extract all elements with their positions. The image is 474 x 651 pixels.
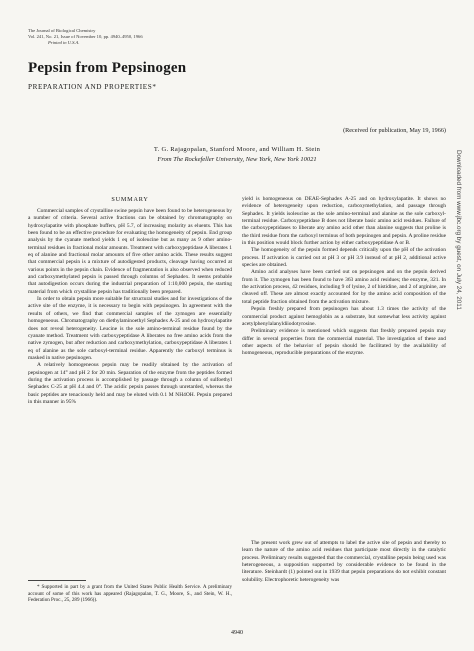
journal-header — [28, 28, 143, 46]
summary-paragraph: Commercial samples of crystalline swine pepsin have been found to be heterogeneous by a number of criteria. Several active fractions can be obtained by chromatography on hydroxylapatite with phosphate buffers, pH 5.7, of increasing molarity as eluents. This has been found to be an effective procedure for evaluating the homogeneity of pepsin. End group analysis by the cyanate method yields 1 eq of isoleucine but as many as 9 other amino-terminal residues in fractional molar amounts. Treatment with carboxypeptidase A liberates 1 eq of alanine and fractional molar amounts of five other amino acids. These results suggest that commercial pepsin is a mixture of autodigested products, cleavage having occurred at various points in the pepsin chain. Evidence of fragmentation is also observed when reduced and carboxymethylated pepsin is passed through columns of Sephadex. It seems probable that autodigestion occurs during the industrial preparation of 1:10,000 pepsin, the starting material from which crystalline pepsin has traditionally been prepared. — [28, 208, 232, 295]
footnote-text: * Supported in part by a grant from the United States Public Health Service. A preliminary account of some of this work has appeared (Rajagopalan, T. G., Moore, S., and Stein, W. H., Federation Proc., 25, 289 (1966)). — [28, 584, 232, 604]
article-title: Pepsin from Pepsinogen — [28, 60, 187, 76]
right-column — [242, 196, 446, 358]
summary-paragraph: Amino acid analyses have been carried out on pepsinogen and on the pepsin derived from it. The zymogen has been found to have 363 amino acid residues; the enzyme, 321. In the activation process, 42 residues, including 9 of lysine, 2 of histidine, and 2 of arginine, are cleaved off. These are almost exactly accounted for by the amino acid composition of the total peptide fraction obtained from the activation mixture. — [242, 269, 446, 305]
download-watermark: Downloaded from www.jbc.org by guest, on July 24, 2011 — [455, 150, 462, 310]
journal-name: The Journal of Biological Chemistry — [28, 28, 96, 33]
summary-paragraph: In order to obtain pepsin more suitable for structural studies and for investigations of the active site of the enzyme, it is necessary to begin with pepsinogen. In agreement with the results of others, we find that commercial samples of the zymogen are essentially homogeneous. Chromatography on diethylaminoethyl Sephadex A-25 and on hydroxylapatite does not reveal heterogeneity. Leucine is the sole amino-terminal residue found by the cyanate method. Treatment with carboxypeptidase A liberates no free amino acids from the native zymogen, but after reduction and carboxymethylation, carboxypeptidase A liberates 1 eq of alanine as the sole carboxyl-terminal residue. Apparently the carboxyl terminus is masked in native pepsinogen. — [28, 296, 232, 361]
summary-paragraph: The homogeneity of the pepsin formed depends critically upon the pH of the activation process. If activation is carried out at pH 3 or pH 3.9 instead of at pH 2, additional active species are obtained. — [242, 247, 446, 269]
summary-paragraph: A relatively homogeneous pepsin may be readily obtained by the activation of pepsinogen at 14° and pH 2 for 20 min. Separation of the enzyme from the peptides formed during the activation process is accomplished by passage through a column of sulfoethyl Sephadex C-25 at pH 4.4 and 0°. The acidic pepsin passes through unretarded, whereas the basic peptides are tenaciously held and may be eluted with 0.1 M NH4OH. Pepsin prepared in this manner in 95% — [28, 362, 232, 405]
affiliation: From The Rockefeller University, New York, New York 10021 — [157, 156, 317, 163]
summary-heading: SUMMARY — [111, 196, 149, 203]
footnote — [28, 584, 232, 604]
page-number: 4940 — [231, 630, 243, 636]
footnote-divider — [28, 580, 86, 581]
received-date: (Received for publication, May 19, 1966) — [343, 127, 446, 134]
article-subtitle: PREPARATION AND PROPERTIES* — [28, 83, 157, 91]
authors: T. G. Rajagopalan, Stanford Moore, and William H. Stein — [153, 146, 321, 153]
journal-issue: Vol. 241, No. 21, Issue of November 10, pp. 4940–4950, 1966 — [28, 34, 143, 39]
left-column — [28, 208, 232, 406]
introduction-paragraph: The present work grew out of attempts to label the active site of pepsin and thereby to learn the nature of the amino acid residues that participate most directly in the catalytic process. Preliminary results suggested that the commercial, crystalline pepsin being used was heterogeneous, a supposition supported by considerable evidence to be found in the literature. Steinhardt (1) pointed out in 1939 that pepsin preparations do not exhibit constant solubility. Electrophoretic heterogeneity was — [242, 540, 446, 583]
printed-in: Printed in U.S.A. — [48, 40, 80, 45]
summary-paragraph: Preliminary evidence is mentioned which suggests that freshly prepared pepsin may differ in several properties from the commercial material. The investigation of these and other aspects of the behavior of pepsin should be facilitated by the availability of homogeneous, reproducible preparations of the enzyme. — [242, 328, 446, 357]
summary-paragraph: Pepsin freshly prepared from pepsinogen has about 1.3 times the activity of the commercial product against hemoglobin as a substrate, but somewhat less activity against acetylphenylalanyldiiodotyrosine. — [242, 306, 446, 327]
summary-paragraph: yield is homogeneous on DEAE-Sephadex A-25 and on hydroxylapatite. It shows no evidence of heterogeneity upon reduction, carboxymethylation, and passage through Sephadex. It yields isoleucine as the sole amino-terminal and alanine as the sole carboxyl-terminal residue. Carboxypeptidase B does not liberate basic amino acid residues. Failure of the carboxypeptidases to liberate any amino acid other than alanine suggests that proline is the third residue from the carboxyl terminus of both pepsinogen and pepsin. A proline residue in this position would block further action by either carboxypeptidase A or B. — [242, 196, 446, 247]
introduction — [242, 540, 446, 584]
